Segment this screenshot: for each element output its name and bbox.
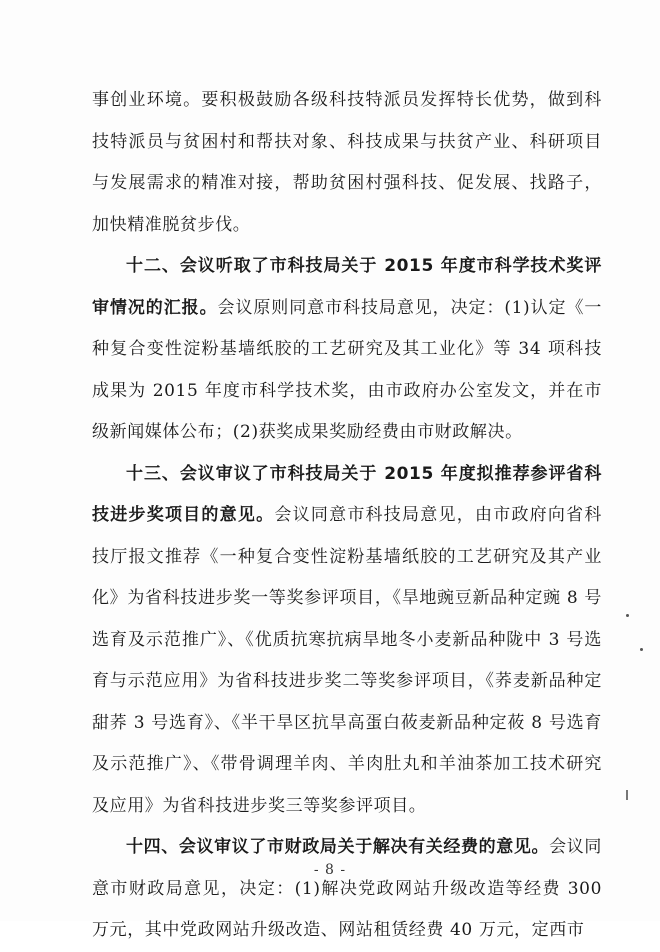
scan-speck xyxy=(640,648,643,651)
paragraph-item-12 xyxy=(92,246,602,454)
item-12-text: 会议原则同意市科技局意见，决定：(1)认定《一种复合变性淀粉基墙纸胶的工艺研究及其工业化》等 34 项科技成果为 2015 年度市科学技术奖，由市政府办公室发文，并在市级新闻媒体公布；(2)获奖成果奖励经费由市财政解决。 xyxy=(92,297,602,442)
item-14-text: 会议同意市财政局意见，决定：(1)解决党政网站升级改造等经费 300 万元，其中党政网站升级改造、网站租赁经费 40 万元，定西市 xyxy=(92,837,602,940)
paragraph-continuation xyxy=(92,80,602,246)
scan-mark xyxy=(626,790,628,800)
paragraph-item-14 xyxy=(92,827,602,952)
paragraph-text: 事创业环境。要积极鼓励各级科技特派员发挥特长优势，做到科技特派员与贫困村和帮扶对象、科技成果与扶贫产业、科研项目与发展需求的精准对接，帮助贫困村强科技、促发展、找路子，加快精准脱贫步伐。 xyxy=(92,90,602,235)
scan-speck xyxy=(626,614,629,617)
page-number: - 8 - xyxy=(313,862,347,878)
item-14-heading: 十四、会议审议了市财政局关于解决有关经费的意见。 xyxy=(126,837,550,857)
item-12-heading: 十二、会议听取了市科技局关于 2015 年度市科学技术奖评审情况的汇报。 xyxy=(92,256,602,318)
document-body xyxy=(92,80,602,952)
item-13-text: 会议同意市科技局意见，由市政府向省科技厅报文推荐《一种复合变性淀粉基墙纸胶的工艺研究及其产业化》为省科技进步奖一等奖参评项目，《旱地豌豆新品种定豌 8 号选育及示范推广》、《优质抗寒抗病旱地冬小麦新品种陇中 3 号选育与示范应用》为省科技进步奖二等奖参评项目，《荞麦新品种定甜荞 3 号选育》、《半干旱区抗旱高蛋白莜麦新品种定莜 8 号选育及示范推广》、《带骨调理羊肉、羊肉肚丸和羊油茶加工技术研究及应用》为省科技进步奖三等奖参评项目。 xyxy=(92,505,602,816)
paragraph-item-13 xyxy=(92,454,602,828)
item-13-heading: 十三、会议审议了市科技局关于 2015 年度拟推荐参评省科技进步奖项目的意见。 xyxy=(92,463,602,525)
